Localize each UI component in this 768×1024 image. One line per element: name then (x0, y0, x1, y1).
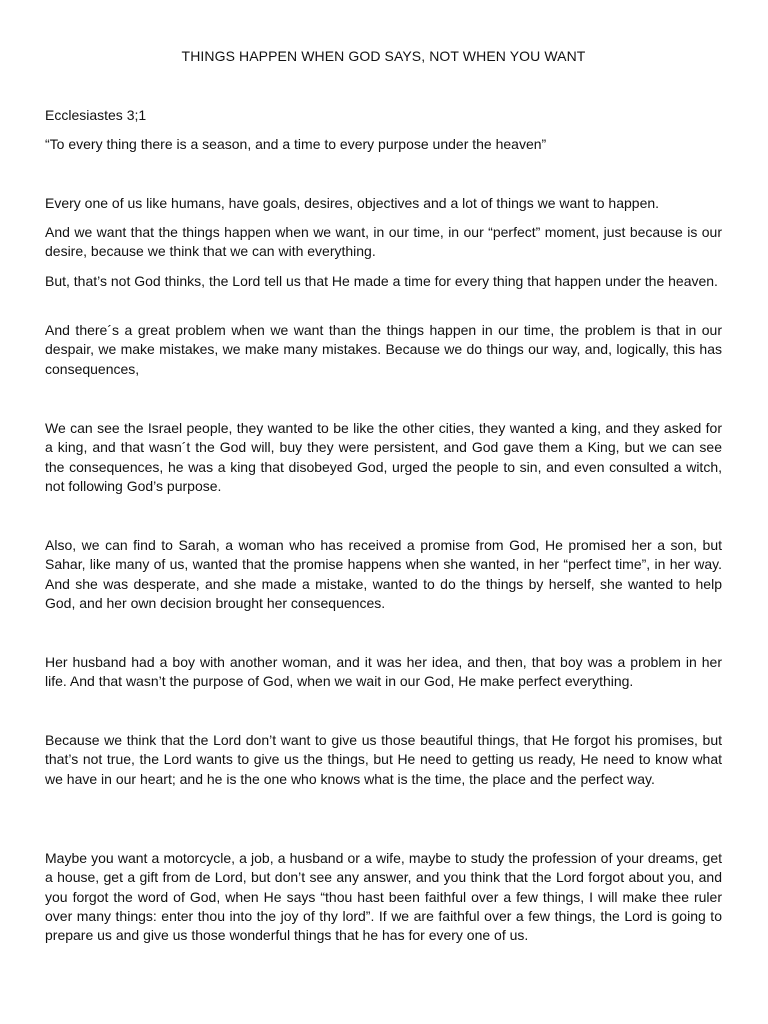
document-title: THINGS HAPPEN WHEN GOD SAYS, NOT WHEN YOU WANT (181, 48, 586, 64)
paragraph: And we want that the things happen when we want, in our time, in our “perfect” moment, just because is our desire, because we think that we can with everything. (45, 224, 722, 260)
scripture-reference: Ecclesiastes 3;1 (45, 107, 147, 123)
paragraph: Because we think that the Lord don’t want to give us those beautiful things, that He forgot his promises, but that’s not true, the Lord wants to give us the things, but He need to getting us ready, He need to know what we have in our heart; and he is the one who knows what is the time, the place and the perfect way. (45, 732, 722, 787)
document-page (45, 0, 722, 1024)
paragraph: Her husband had a boy with another woman, and it was her idea, and then, that boy was a problem in her life. And that wasn’t the purpose of God, when we wait in our God, He make perfect everything. (45, 654, 722, 690)
paragraph: Maybe you want a motorcycle, a job, a husband or a wife, maybe to study the profession of your dreams, get a house, get a gift from de Lord, but don’t see any answer, and you think that the Lord forgot about you, and you forgot the word of God, when He says “thou hast been faithful over a few things, I will make thee ruler over many things: enter thou into the joy of thy lord”. If we are faithful over a few things, the Lord is going to prepare us and give us those wonderful things that he has for every one of us. (45, 850, 722, 944)
paragraph: But, that’s not God thinks, the Lord tell us that He made a time for every thing that happen under the heaven. (45, 273, 718, 289)
paragraph: Also, we can find to Sarah, a woman who has received a promise from God, He promised her a son, but Sahar, like many of us, wanted that the promise happens when she wanted, in her “perfect time”, in her way. And she was desperate, and she made a mistake, wanted to do the things by herself, she wanted to help God, and her own decision brought her consequences. (45, 537, 722, 611)
paragraph: And there´s a great problem when we want than the things happen in our time, the problem is that in our despair, we make mistakes, we make many mistakes. Because we do things our way, and, logically, this has consequences, (45, 322, 722, 377)
paragraph: We can see the Israel people, they wanted to be like the other cities, they wanted a king, and they asked for a king, and that wasn´t the God will, buy they were persistent, and God gave them a King, but we can see the consequences, he was a king that disobeyed God, urged the people to sin, and even consulted a witch, not following God’s purpose. (45, 420, 722, 494)
paragraph: Every one of us like humans, have goals, desires, objectives and a lot of things we want to happen. (45, 195, 660, 211)
scripture-quote: “To every thing there is a season, and a time to every purpose under the heaven” (45, 136, 547, 152)
